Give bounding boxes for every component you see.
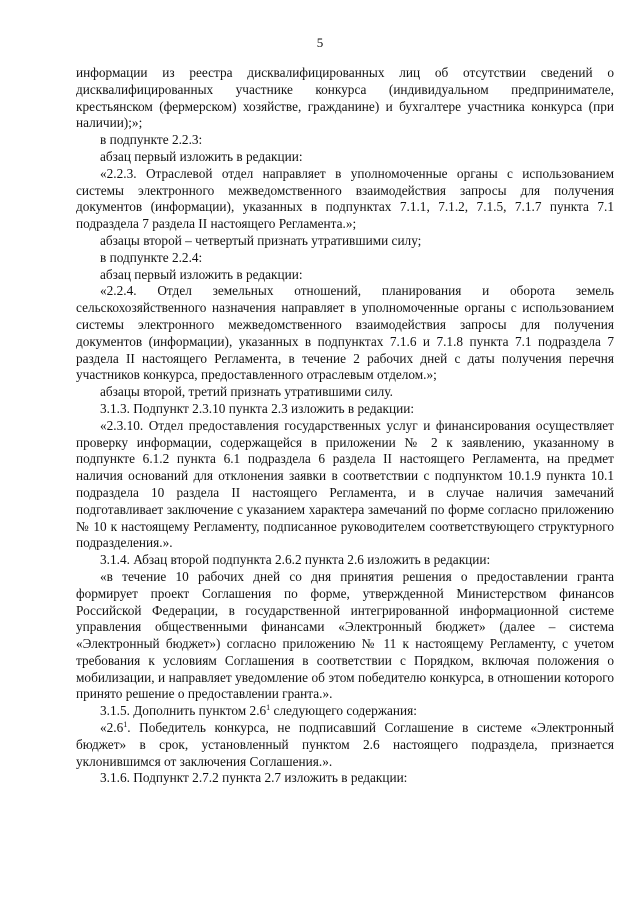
paragraph-3: абзац первый изложить в редакции:	[100, 148, 303, 164]
paragraph-14-text-start: 3.1.5. Дополнить пунктом 2.6	[100, 703, 267, 719]
paragraph-13: «в течение 10 рабочих дней со дня принятия решения о предоставлении гранта формирует проект Соглашения по форме, утвержденной Министерством финансов Российской Федерации, в государственной интегрированной информационной системе управления общественными финансами «Электронный бюджет» (далее – система «Электронный бюджет») согласно приложению № 11 к настоящему Регламенту, с учетом требования к условиям Соглашения в соответствии с Порядком, включая положения о мобилизации, и направляет уведомление об этом победителю конкурса, в отношении которого принято решение о предоставлении гранта.».	[76, 568, 614, 702]
paragraph-14-text-end: следующего содержания:	[270, 703, 417, 719]
paragraph-16: 3.1.6. Подпункт 2.7.2 пункта 2.7 изложить в редакции:	[100, 770, 408, 786]
page-number: 5	[316, 35, 324, 50]
paragraph-12: 3.1.4. Абзац второй подпункта 2.6.2 пункта 2.6 изложить в редакции:	[100, 552, 491, 568]
paragraph-10: 3.1.3. Подпункт 2.3.10 пункта 2.3 изложить в редакции:	[100, 400, 415, 416]
paragraph-14	[76, 703, 614, 720]
paragraph-2: в подпункте 2.2.3:	[100, 132, 203, 148]
paragraph-15-text-end: . Победитель конкурса, не подписавший Соглашение в системе «Электронный бюджет» в срок, установленный пунктом 2.6 настоящего подраздела, признается уклонившимся от заключения Соглашения.».	[76, 720, 614, 769]
paragraph-11: «2.3.10. Отдел предоставления государственных услуг и финансирования осуществляет проверку информации, содержащейся в приложении № 2 к заявлению, указанному в подпункте 6.1.2 пункта 6.1 подраздела 6 раздела II настоящего Регламента, на предмет наличия оснований для отклонения заявки в соответствии с подпунктом 10.1.9 пункта 10.1 подраздела 10 раздела II настоящего Регламента, и в случае наличия замечаний подготавливает заключение с указанием характера замечаний по форме согласно приложению № 10 к настоящему Регламенту, подписанное руководителем соответствующего структурного подразделения.».	[76, 417, 614, 551]
paragraph-4: «2.2.3. Отраслевой отдел направляет в уполномоченные органы с использованием системы электронного межведомственного взаимодействия запросы для получения документов (информации), указанных в подпунктах 7.1.1, 7.1.2, 7.1.5, 7.1.7 пункта 7.1 подраздела 7 раздела II настоящего Регламента.»;	[76, 165, 614, 232]
paragraph-1: информации из реестра дисквалифицированных лиц об отсутствии сведений о дисквалифицированных участнике конкурса (индивидуальном предпринимателе, крестьянском (фермерском) хозяйстве, гражданине) и бухгалтере участника конкурса (при наличии);»;	[76, 65, 614, 131]
paragraph-7: абзац первый изложить в редакции:	[100, 266, 303, 282]
paragraph-6: в подпункте 2.2.4:	[100, 249, 203, 265]
paragraph-15	[76, 720, 614, 770]
paragraph-8: «2.2.4. Отдел земельных отношений, планирования и оборота земель сельскохозяйственного назначения направляет в уполномоченные органы с использованием системы электронного межведомственного взаимодействия запросы для получения документов (информации), указанных в подпунктах 7.1.6 и 7.1.8 пункта 7.1 подраздела 7 раздела II настоящего Регламента, в течение 2 рабочих дней с даты получения перечня участников конкурса, предоставленного отраслевым отделом.»;	[76, 283, 614, 383]
document-body	[76, 65, 614, 787]
paragraph-9: абзацы второй, третий признать утратившими силу.	[100, 384, 393, 400]
paragraph-15-superscript: 1	[123, 720, 128, 730]
paragraph-5: абзацы второй – четвертый признать утратившими силу;	[100, 232, 422, 248]
paragraph-14-superscript: 1	[266, 703, 271, 713]
paragraph-15-text-start: «2.6	[100, 720, 124, 736]
